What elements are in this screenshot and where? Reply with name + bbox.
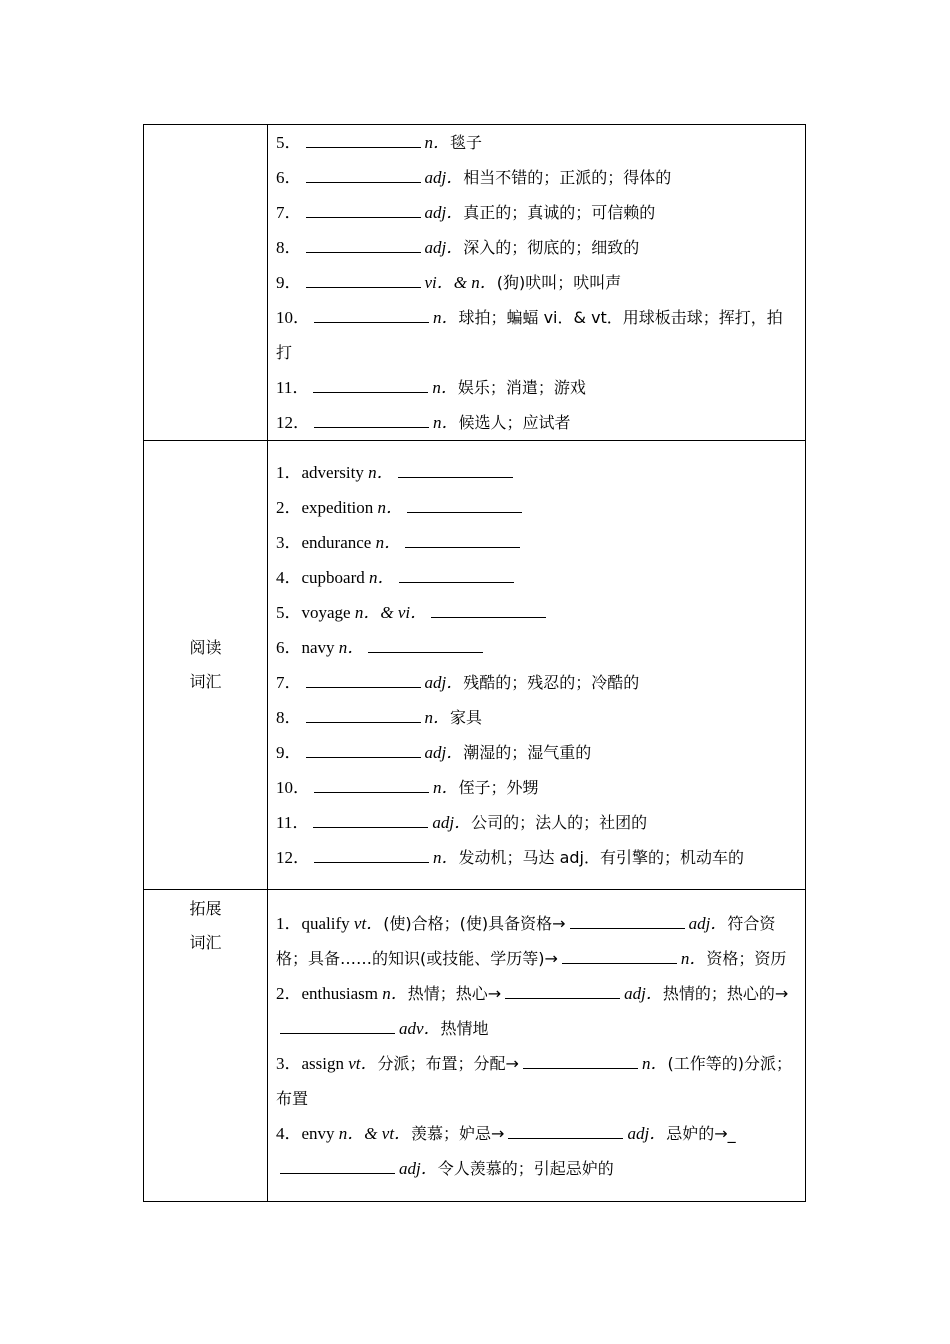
list-item: 1．adversity n． xyxy=(276,455,796,490)
answer-blank[interactable] xyxy=(314,305,429,323)
vocabulary-table xyxy=(143,124,806,1202)
answer-blank[interactable] xyxy=(306,165,421,183)
list-item: 6．navy n． xyxy=(276,630,796,665)
list-item: 2．expedition n． xyxy=(276,490,796,525)
section-label-extension: 拓展 词汇 xyxy=(144,890,268,1202)
answer-blank[interactable] xyxy=(306,235,421,253)
list-item: 4．cupboard n． xyxy=(276,560,796,595)
list-item: 3．assign vt．分派；布置；分配→ n．(工作等的)分派；布置 xyxy=(276,1046,796,1116)
list-item: 7． adj．残酷的；残忍的；冷酷的 xyxy=(276,665,796,700)
answer-blank[interactable] xyxy=(407,495,522,513)
answer-blank[interactable] xyxy=(368,635,483,653)
table-row xyxy=(144,125,806,441)
section-label-reading: 阅读 词汇 xyxy=(144,441,268,890)
list-item: 11． n．娱乐；消遣；游戏 xyxy=(276,370,796,405)
list-item: 1．qualify vt．(使)合格；(使)具备资格→ adj．符合资格；具备……的知识(或技能、学历等)→ n．资格；资历 xyxy=(276,906,796,976)
list-item: 8． adj．深入的；彻底的；细致的 xyxy=(276,230,796,265)
list-item: 7． adj．真正的；真诚的；可信赖的 xyxy=(276,195,796,230)
list-item: 6． adj．相当不错的；正派的；得体的 xyxy=(276,160,796,195)
answer-blank[interactable] xyxy=(431,600,546,618)
answer-blank[interactable] xyxy=(314,845,429,863)
answer-blank[interactable] xyxy=(398,460,513,478)
answer-blank[interactable] xyxy=(306,740,421,758)
list-item: 4．envy n．& vt．羡慕；妒忌→ adj．忌妒的→_adj．令人羡慕的；引起忌妒的 xyxy=(276,1116,796,1186)
answer-blank[interactable] xyxy=(280,1016,395,1034)
list-item: 11． adj．公司的；法人的；社团的 xyxy=(276,805,796,840)
answer-blank[interactable] xyxy=(306,270,421,288)
list-item: 9． vi．& n．(狗)吠叫；吠叫声 xyxy=(276,265,796,300)
section-items xyxy=(268,441,806,890)
table-row xyxy=(144,890,806,1202)
answer-blank[interactable] xyxy=(508,1121,623,1139)
list-item: 9． adj．潮湿的；湿气重的 xyxy=(276,735,796,770)
table-row xyxy=(144,441,806,890)
answer-blank[interactable] xyxy=(505,981,620,999)
answer-blank[interactable] xyxy=(313,375,428,393)
answer-blank[interactable] xyxy=(562,946,677,964)
answer-blank[interactable] xyxy=(306,200,421,218)
list-item: 12． n．发动机；马达 adj．有引擎的；机动车的 xyxy=(276,840,796,875)
answer-blank[interactable] xyxy=(405,530,520,548)
answer-blank[interactable] xyxy=(523,1051,638,1069)
list-item: 8． n．家具 xyxy=(276,700,796,735)
answer-blank[interactable] xyxy=(306,130,421,148)
answer-blank[interactable] xyxy=(306,705,421,723)
answer-blank[interactable] xyxy=(313,810,428,828)
list-item: 2．enthusiasm n．热情；热心→ adj．热情的；热心的→adv．热情地 xyxy=(276,976,796,1046)
answer-blank[interactable] xyxy=(570,911,685,929)
list-item: 5． n．毯子 xyxy=(276,125,796,160)
section-items xyxy=(268,890,806,1202)
answer-blank[interactable] xyxy=(314,410,429,428)
answer-blank[interactable] xyxy=(314,775,429,793)
list-item: 10． n．侄子；外甥 xyxy=(276,770,796,805)
list-item: 12． n．候选人；应试者 xyxy=(276,405,796,440)
answer-blank[interactable] xyxy=(399,565,514,583)
section-label-empty xyxy=(144,125,268,441)
list-item: 10． n．球拍；蝙蝠 vi．& vt．用球板击球；挥打，拍打 xyxy=(276,300,796,370)
answer-blank[interactable] xyxy=(306,670,421,688)
list-item: 5．voyage n．& vi． xyxy=(276,595,796,630)
answer-blank[interactable] xyxy=(280,1156,395,1174)
section-items xyxy=(268,125,806,441)
list-item: 3．endurance n． xyxy=(276,525,796,560)
